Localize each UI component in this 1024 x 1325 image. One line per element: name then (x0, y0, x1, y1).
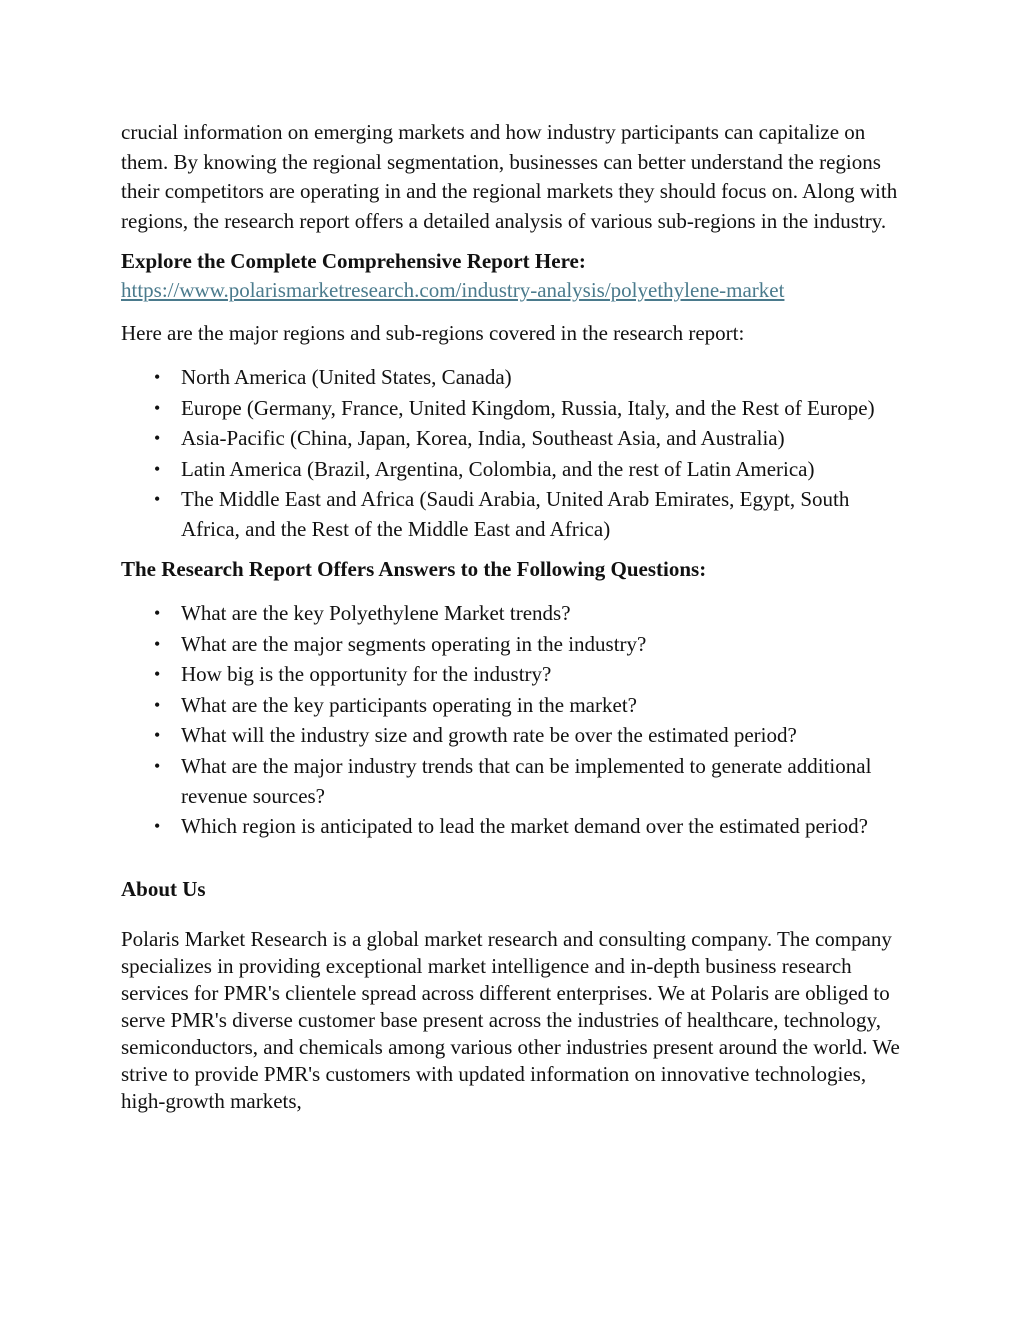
list-item (121, 659, 911, 689)
intro-paragraph: crucial information on emerging markets and how industry participants can capitalize on them. By knowing the regional segmentation, businesses can better understand the regions their competitors are operating in and the regional markets they should focus on. Along with regions, the research report offers a detailed analysis of various sub-regions in the industry. (121, 120, 898, 233)
list-item (121, 423, 911, 453)
about-heading: About Us (121, 877, 206, 901)
list-item-text: The Middle East and Africa (Saudi Arabia, United Arab Emirates, Egypt, South Africa, and the Rest of the Middle East and Africa) (181, 487, 850, 541)
list-item (121, 811, 911, 841)
list-item (121, 454, 911, 484)
list-item-text: What are the key Polyethylene Market trends? (181, 601, 571, 625)
report-link[interactable]: https://www.polarismarketresearch.com/industry-analysis/polyethylene-market (121, 278, 785, 302)
bullet-icon: • (154, 397, 161, 418)
bullet-icon: • (154, 816, 161, 836)
questions-heading: The Research Report Offers Answers to the Following Questions: (121, 557, 707, 581)
bullet-icon: • (154, 633, 161, 654)
bullet-icon: • (154, 725, 161, 745)
bullet-icon: • (154, 367, 161, 387)
bullet-icon: • (154, 603, 161, 623)
about-paragraph: Polaris Market Research is a global market research and consulting company. The company specializes in providing exceptional market intelligence and in-depth business research services for PMR's clientele spread across different enterprises. We at Polaris are obliged to serve PMR's diverse customer base present across the industries of healthcare, technology, semiconductors, and chemicals among various other industries present around the world. We strive to provide PMR's customers with updated information on innovative technologies, high-growth markets, (121, 927, 900, 1113)
list-item-text: Europe (Germany, France, United Kingdom, Russia, Italy, and the Rest of Europe) (181, 395, 875, 420)
list-item-text: What are the key participants operating in the market? (181, 692, 637, 717)
explore-heading: Explore the Complete Comprehensive Report Here: (121, 249, 586, 273)
bullet-icon: • (154, 428, 161, 448)
list-item (121, 484, 911, 544)
questions-list (121, 598, 911, 841)
list-item-text: Latin America (Brazil, Argentina, Colombia, and the rest of Latin America) (181, 456, 815, 481)
list-item-text: What will the industry size and growth rate be over the estimated period? (181, 723, 797, 747)
list-item-text: Which region is anticipated to lead the market demand over the estimated period? (181, 814, 868, 838)
list-item-text: What are the major industry trends that can be implemented to generate additional revenue sources? (181, 753, 872, 808)
list-item (121, 690, 911, 720)
list-item (121, 362, 911, 392)
document-page (121, 118, 911, 1115)
bullet-icon: • (154, 458, 161, 479)
bullet-icon: • (154, 489, 161, 509)
list-item (121, 629, 911, 659)
regions-list (121, 362, 911, 544)
list-item-text: What are the major segments operating in the industry? (181, 631, 647, 656)
list-item (121, 720, 911, 750)
list-item (121, 751, 911, 811)
list-item-text: Asia-Pacific (China, Japan, Korea, India, Southeast Asia, and Australia) (181, 426, 785, 450)
bullet-icon: • (154, 694, 161, 715)
list-item (121, 598, 911, 628)
bullet-icon: • (154, 664, 161, 684)
regions-intro: Here are the major regions and sub-regions covered in the research report: (121, 321, 745, 345)
list-item-text: North America (United States, Canada) (181, 365, 512, 389)
bullet-icon: • (154, 755, 161, 776)
list-item (121, 393, 911, 423)
list-item-text: How big is the opportunity for the industry? (181, 662, 552, 686)
